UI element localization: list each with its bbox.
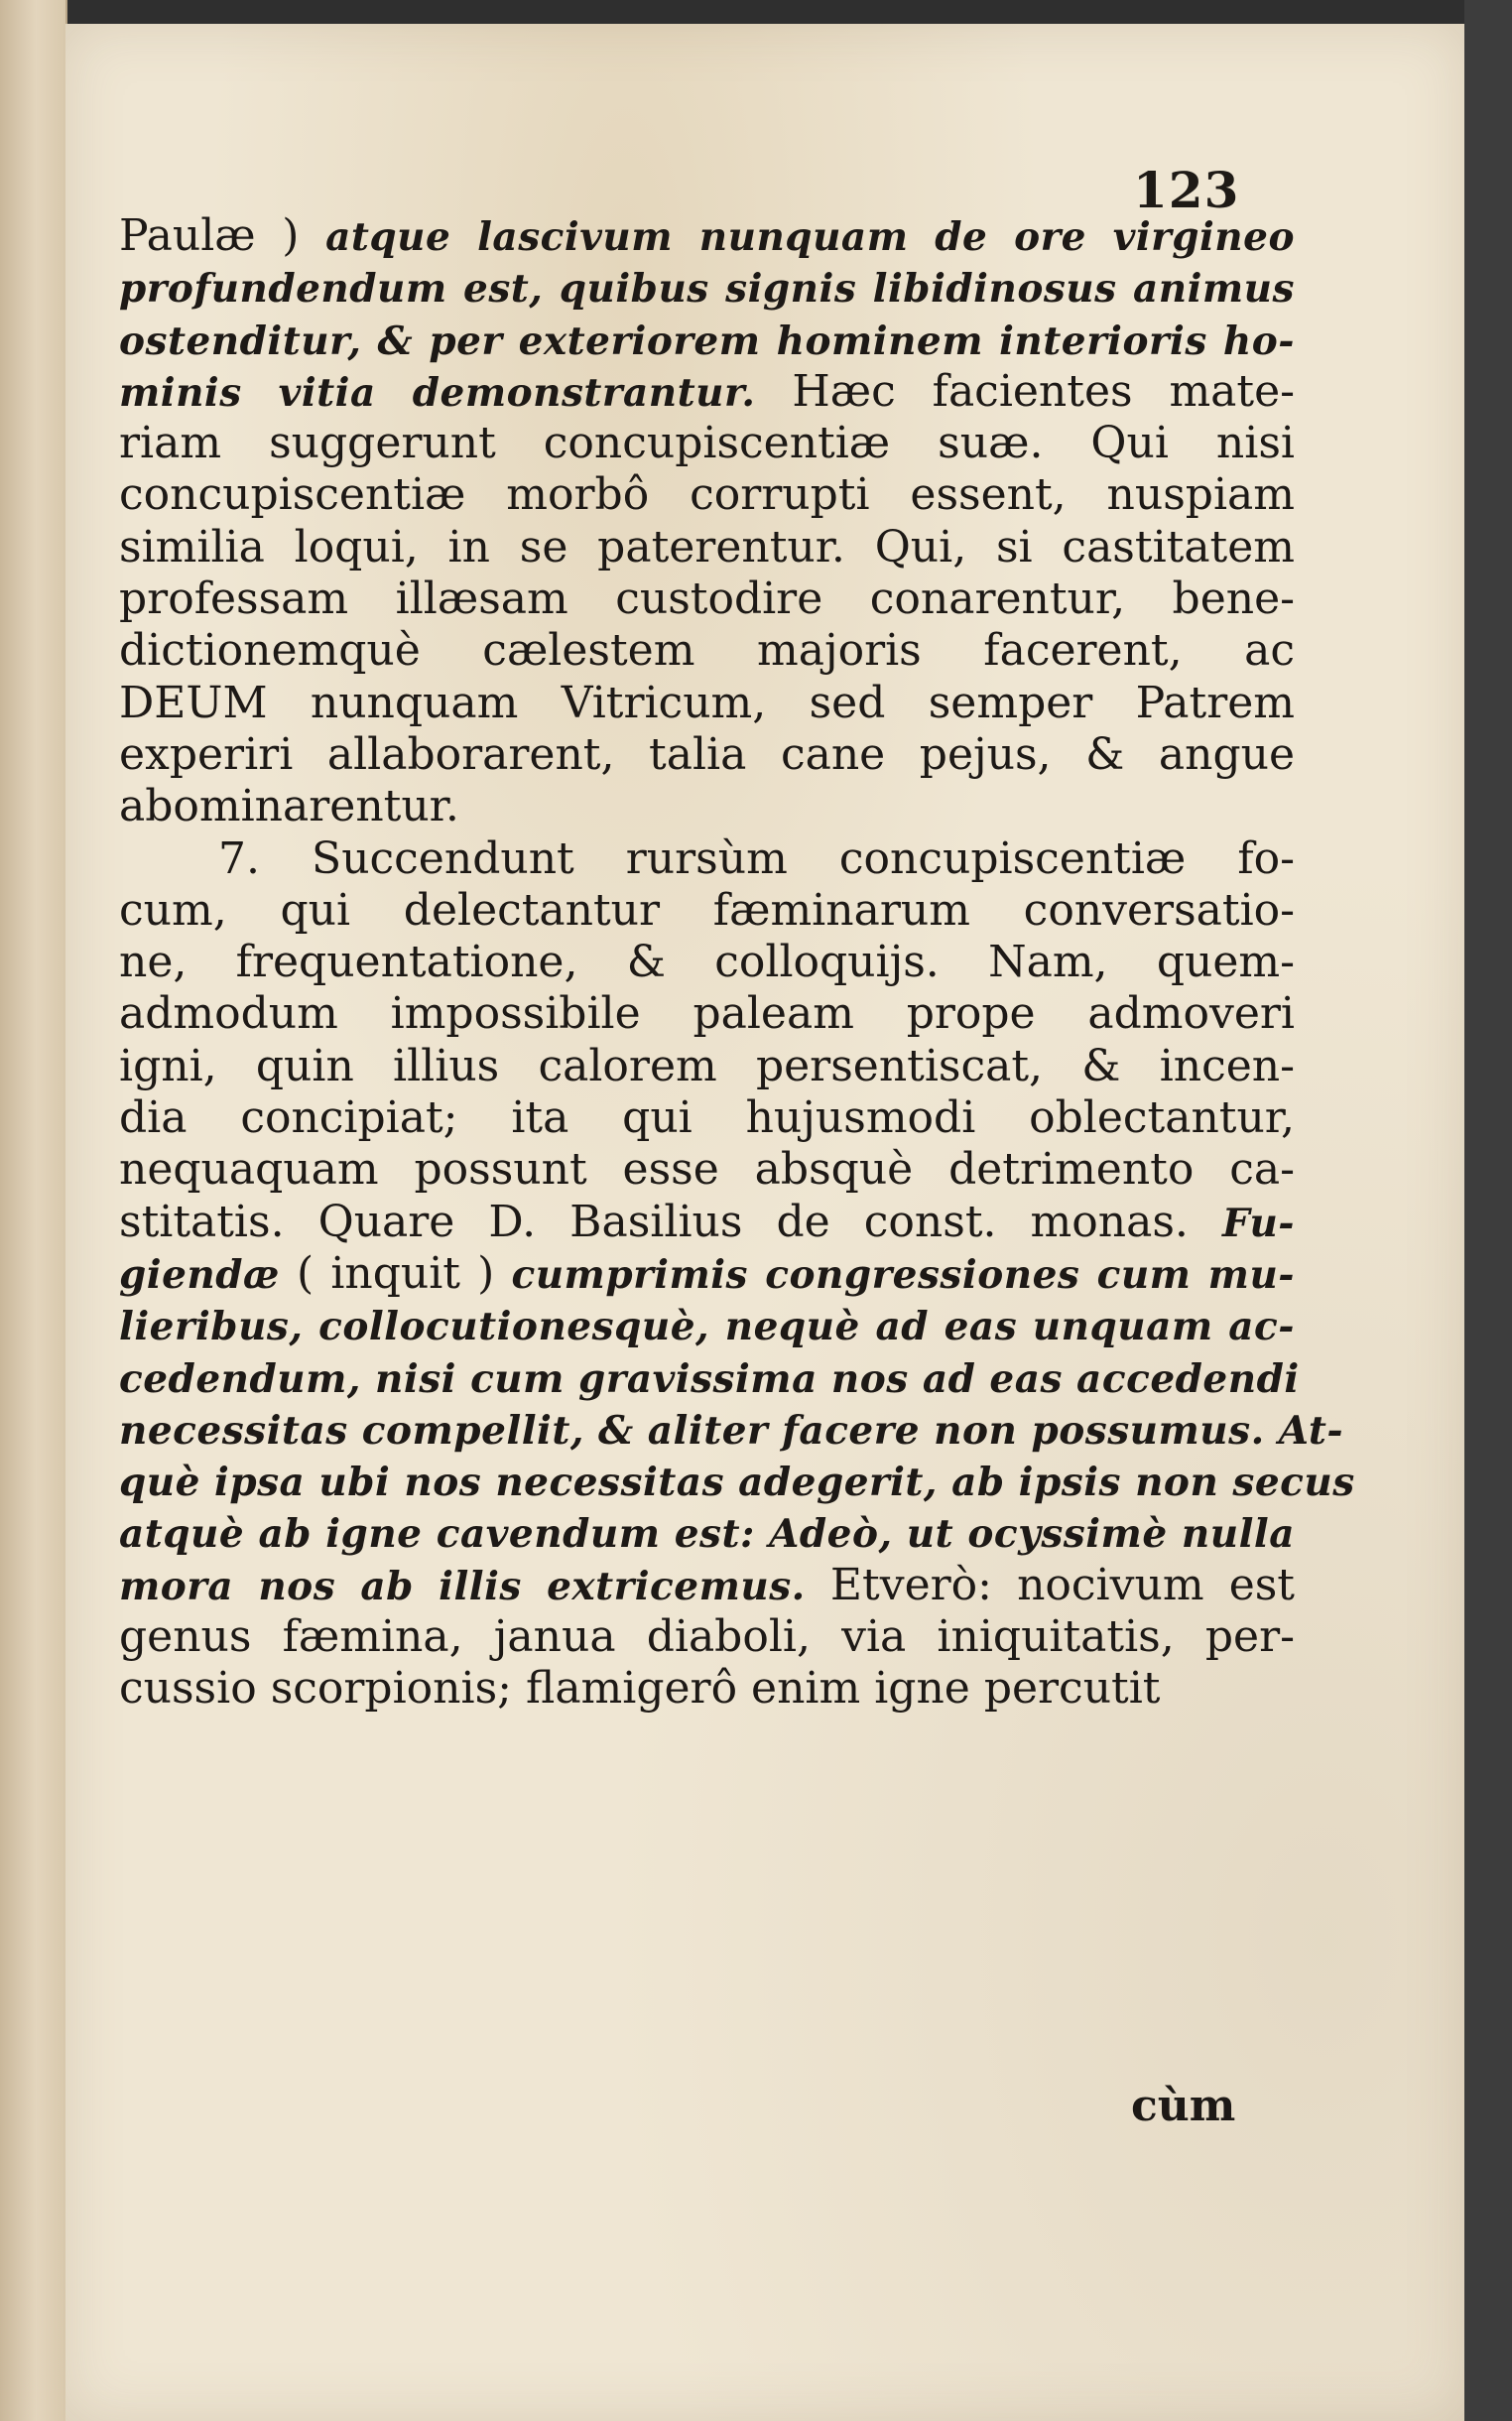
text-line	[119, 937, 1295, 988]
italic-segment: atquè ab igne cavendum est: Adeò, ut ocyssimè nulla	[119, 1511, 1295, 1558]
text-line	[119, 522, 1295, 573]
text-line	[119, 1144, 1295, 1196]
italic-segment: cumprimis congressiones cum mu-	[511, 1251, 1295, 1298]
text-line	[119, 1352, 1300, 1404]
text-line	[119, 833, 1295, 885]
roman-segment: dictionemquè cælestem majoris facerent, ac	[119, 625, 1295, 677]
catchword: cùm	[1131, 2081, 1236, 2131]
text-line	[119, 1300, 1295, 1351]
roman-segment: Hæc facientes mate-	[755, 365, 1295, 417]
roman-segment: concupiscentiæ morbô corrupti essent, nuspiam	[119, 469, 1295, 521]
italic-segment: atque lascivum nunquam de ore virgineo	[325, 214, 1295, 260]
text-line	[119, 1404, 1344, 1456]
roman-segment: abominarentur.	[119, 781, 459, 832]
text-line	[119, 1560, 1295, 1611]
text-line	[119, 885, 1295, 937]
roman-segment: ne, frequentatione, & colloquijs. Nam, quem-	[119, 937, 1295, 988]
text-line	[119, 418, 1295, 469]
italic-segment: cedendum, nisi cum gravissima nos ad eas accedendi	[119, 1355, 1300, 1402]
italic-segment: necessitas compellit, & aliter facere non possumus. At-	[119, 1407, 1344, 1454]
italic-segment: ostenditur, & per exteriorem hominem interioris ho-	[119, 318, 1295, 364]
roman-segment: nequaquam possunt esse absquè detrimento ca-	[119, 1144, 1295, 1196]
text-line	[119, 469, 1295, 521]
text-line	[119, 1611, 1295, 1663]
roman-segment: stitatis. Quare D. Basilius de const. monas.	[119, 1196, 1222, 1247]
italic-segment: profundendum est, quibus signis libidinosus animus	[119, 266, 1295, 313]
text-line	[119, 1507, 1295, 1559]
italic-segment: lieribus, collocutionesquè, nequè ad eas unquam ac-	[119, 1304, 1295, 1350]
text-line	[119, 210, 1295, 262]
scanner-border	[1464, 0, 1512, 2421]
text-line	[119, 573, 1295, 625]
roman-segment: dia concipiat; ita qui hujusmodi oblectantur,	[119, 1092, 1295, 1144]
text-line	[119, 1248, 1295, 1300]
italic-segment: què ipsa ubi nos necessitas adegerit, ab ipsis non secus	[119, 1460, 1355, 1506]
roman-segment: DEUM nunquam Vitricum, sed semper Patrem	[119, 677, 1295, 728]
roman-segment: Paulæ )	[119, 210, 326, 261]
text-line	[119, 1041, 1295, 1092]
roman-segment: experiri allaborarent, talia cane pejus, & angue	[119, 728, 1295, 780]
text-line	[119, 988, 1295, 1040]
text-line	[119, 366, 1295, 418]
text-line	[119, 729, 1295, 781]
roman-segment: admodum impossibile paleam prope admoveri	[119, 988, 1295, 1040]
text-line	[119, 1456, 1355, 1507]
roman-segment: riam suggerunt concupiscentiæ suæ. Qui nisi	[119, 418, 1295, 469]
roman-segment: cussio scorpionis; flamigerô enim igne percutit	[119, 1663, 1161, 1715]
body-text	[119, 210, 1355, 1716]
italic-segment: Fu-	[1221, 1200, 1295, 1246]
italic-segment: minis vitia demonstrantur.	[119, 369, 756, 416]
text-line	[119, 315, 1295, 366]
roman-segment: genus fæmina, janua diaboli, via iniquitatis, per-	[119, 1611, 1295, 1663]
roman-segment: ( inquit )	[279, 1247, 512, 1299]
text-line	[119, 262, 1295, 314]
roman-segment: cum, qui delectantur fæminarum conversatio-	[119, 884, 1295, 936]
roman-segment: igni, quin illius calorem persentiscat, & incen-	[119, 1040, 1295, 1091]
roman-segment: Etverò: nocivum est	[805, 1559, 1295, 1610]
text-line	[119, 1197, 1295, 1248]
text-line	[119, 625, 1295, 677]
text-line	[119, 781, 1295, 832]
text-line	[119, 1663, 1295, 1715]
roman-segment: 7. Succendunt rursùm concupiscentiæ fo-	[218, 832, 1295, 884]
text-line	[119, 678, 1295, 729]
italic-segment: mora nos ab illis extricemus.	[119, 1563, 806, 1609]
italic-segment: giendæ	[119, 1251, 280, 1298]
page-number: 123	[1133, 161, 1240, 219]
roman-segment: similia loqui, in se paterentur. Qui, si castitatem	[119, 521, 1295, 573]
roman-segment: professam illæsam custodire conarentur, bene-	[119, 573, 1295, 625]
previous-page-edge	[0, 0, 67, 2421]
text-line	[119, 1092, 1295, 1144]
